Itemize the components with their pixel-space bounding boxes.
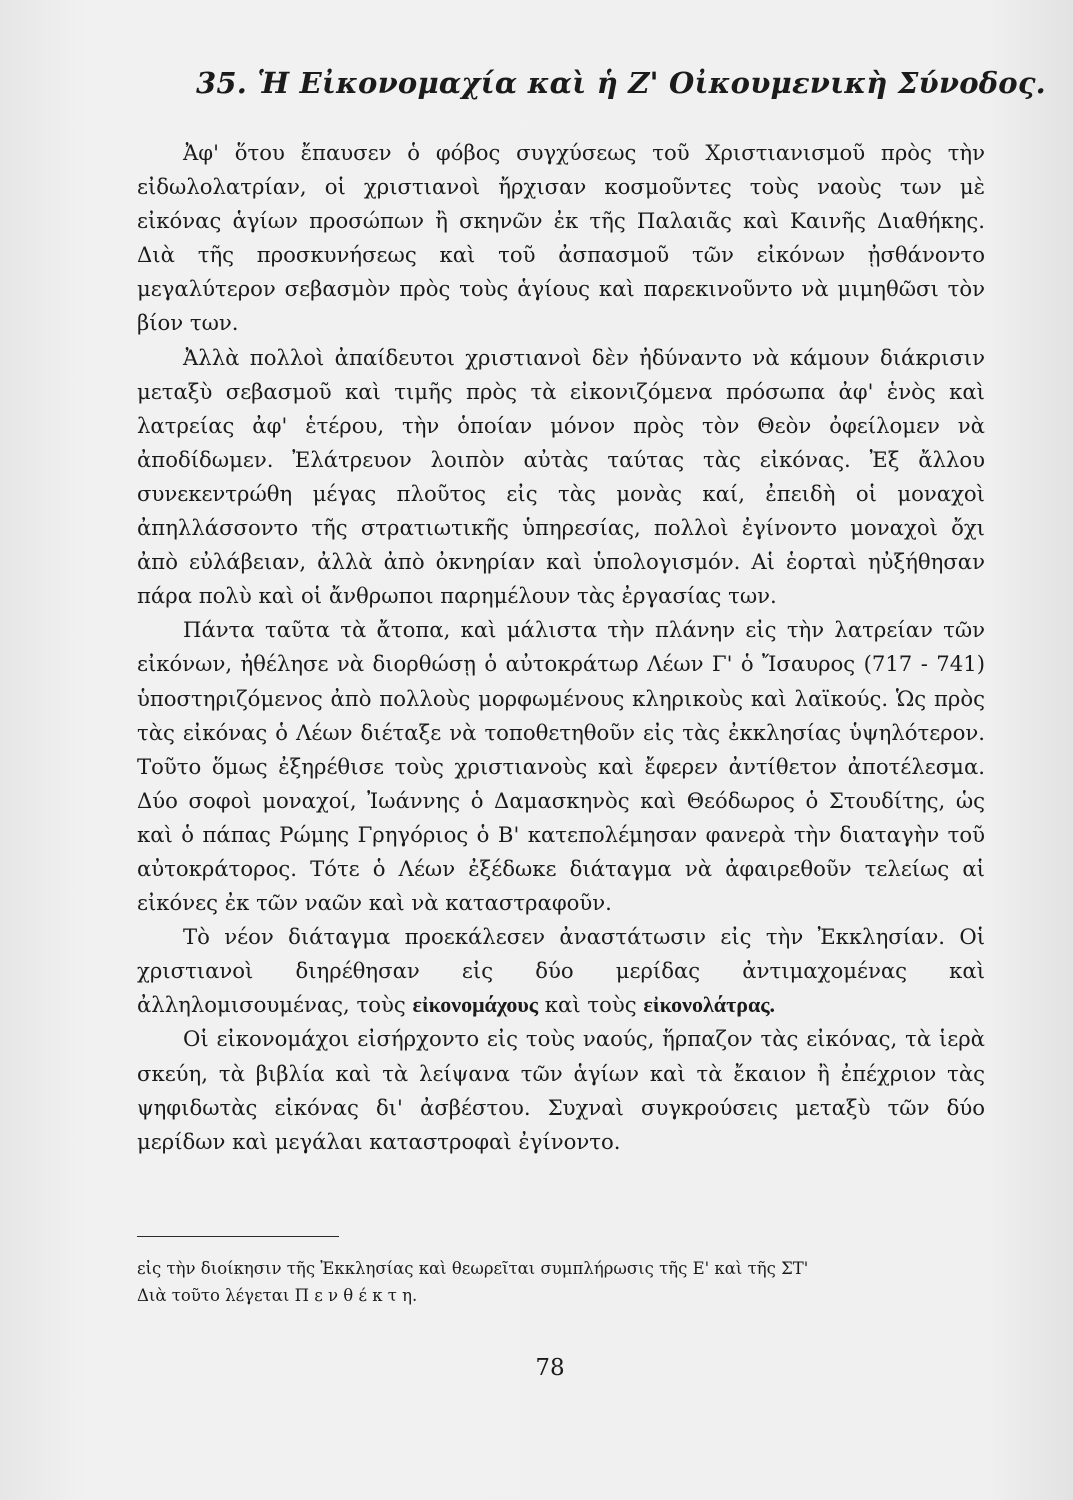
paragraph-text: καὶ τοὺς [538, 992, 644, 1018]
bold-term-iconoclasts: εἰκονομάχους [412, 992, 539, 1018]
footnote [137, 1255, 987, 1309]
paragraph-2 [137, 341, 985, 614]
body-text [137, 136, 985, 1159]
chapter-title: 35. Ἡ Εἰκονομαχία καὶ ἡ Ζ' Οἰκουμενικὴ Σύνοδος. [196, 66, 1046, 100]
paragraph-text: Ἀφ' ὅτου ἔπαυσεν ὁ φόβος συγχύσεως τοῦ Χριστιανισμοῦ πρὸς τὴν εἰδωλολατρίαν, οἱ χριστιανοὶ ἤρχισαν κοσμοῦντες τοὺς ναοὺς των μὲ εἰκόνας ἁγίων προσώπων ἢ σκηνῶν ἐκ τῆς Παλαιᾶς καὶ Καινῆς Διαθήκης. Διὰ τῆς προσκυνήσεως καὶ τοῦ ἀσπασμοῦ τῶν εἰκόνων ᾐσθάνοντο μεγαλύτερον σεβασμὸν πρὸς τοὺς ἁγίους καὶ παρεκινοῦντο νὰ μιμηθῶσι τὸν βίον των. [137, 140, 985, 336]
footnote-line-1: εἰς τὴν διοίκησιν τῆς Ἐκκλησίας καὶ θεωρεῖται συμπλήρωσις τῆς Ε' καὶ τῆς ΣΤ' [137, 1259, 809, 1278]
paragraph-text: Οἱ εἰκονομάχοι εἰσήρχοντο εἰς τοὺς ναούς, ἥρπαζον τὰς εἰκόνας, τὰ ἱερὰ σκεύη, τὰ βιβλία καὶ τὰ λείψανα τῶν ἁγίων καὶ τὰ ἔκαιον ἢ ἐπέχριον τὰς ψηφιδωτὰς εἰκόνας δι' ἀσβέστου. Συχναὶ συγκρούσεις μεταξὺ τῶν δύο μερίδων καὶ μεγάλαι καταστροφαὶ ἐγίνοντο. [137, 1026, 985, 1154]
paragraph-5 [137, 1022, 985, 1158]
footnote-line-2: Διὰ τοῦτο λέγεται Π ε ν θ έ κ τ η. [137, 1286, 418, 1305]
page-number: 78 [535, 1355, 565, 1381]
paragraph-text: Τὸ νέον διάταγμα προεκάλεσεν ἀναστάτωσιν εἰς τὴν Ἐκκλησίαν. Οἱ χριστιανοὶ διηρέθησαν εἰς δύο μερίδας ἀντιμαχομένας καὶ ἀλληλομισουμένας, τοὺς [137, 924, 985, 1018]
paragraph-3 [137, 613, 985, 920]
paragraph-text: Πάντα ταῦτα τὰ ἄτοπα, καὶ μάλιστα τὴν πλάνην εἰς τὴν λατρείαν τῶν εἰκόνων, ἠθέλησε νὰ διορθώσῃ ὁ αὐτοκράτωρ Λέων Γ' ὁ Ἴσαυρος (717 - 741) ὑποστηριζόμενος ἀπὸ πολλοὺς μορφωμένους κληρικοὺς καὶ λαϊκούς. Ὡς πρὸς τὰς εἰκόνας ὁ Λέων διέταξε νὰ τοποθετηθοῦν εἰς τὰς ἐκκλησίας ὑψηλότερον. Τοῦτο ὅμως ἐξηρέθισε τοὺς χριστιανοὺς καὶ ἔφερεν ἀντίθετον ἀποτέλεσμα. Δύο σοφοὶ μοναχοί, Ἰωάννης ὁ Δαμασκηνὸς καὶ Θεόδωρος ὁ Στουδίτης, ὡς καὶ ὁ πάπας Ρώμης Γρηγόριος ὁ Β' κατεπολέμησαν φανερὰ τὴν διαταγὴν τοῦ αὐτοκράτορος. Τότε ὁ Λέων ἐξέδωκε διάταγμα νὰ ἀφαιρεθοῦν τελείως αἱ εἰκόνες ἐκ τῶν ναῶν καὶ νὰ καταστραφοῦν. [137, 617, 985, 916]
bold-term-iconodules: εἰκονολάτρας. [643, 992, 776, 1018]
paragraph-1 [137, 136, 985, 341]
paragraph-text: Ἀλλὰ πολλοὶ ἀπαίδευτοι χριστιανοὶ δὲν ἠδύναντο νὰ κάμουν διάκρισιν μεταξὺ σεβασμοῦ καὶ τιμῆς πρὸς τὰ εἰκονιζόμενα πρόσωπα ἀφ' ἑνὸς καὶ λατρείας ἀφ' ἑτέρου, τὴν ὁποίαν μόνον πρὸς τὸν Θεὸν ὀφείλομεν νὰ ἀποδίδωμεν. Ἐλάτρευον λοιπὸν αὐτὰς ταύτας τὰς εἰκόνας. Ἐξ ἄλλου συνεκεντρώθη μέγας πλοῦτος εἰς τὰς μονὰς καί, ἐπειδὴ οἱ μοναχοὶ ἀπηλλάσσοντο τῆς στρατιωτικῆς ὑπηρεσίας, πολλοὶ ἐγίνοντο μοναχοὶ ὄχι ἀπὸ εὐλάβειαν, ἀλλὰ ἀπὸ ὀκνηρίαν καὶ ὑπολογισμόν. Αἱ ἑορταὶ ηὐξήθησαν πάρα πολὺ καὶ οἱ ἄνθρωποι παρημέλουν τὰς ἐργασίας των. [137, 344, 985, 609]
footnote-divider [137, 1236, 339, 1237]
paragraph-4 [137, 920, 985, 1022]
